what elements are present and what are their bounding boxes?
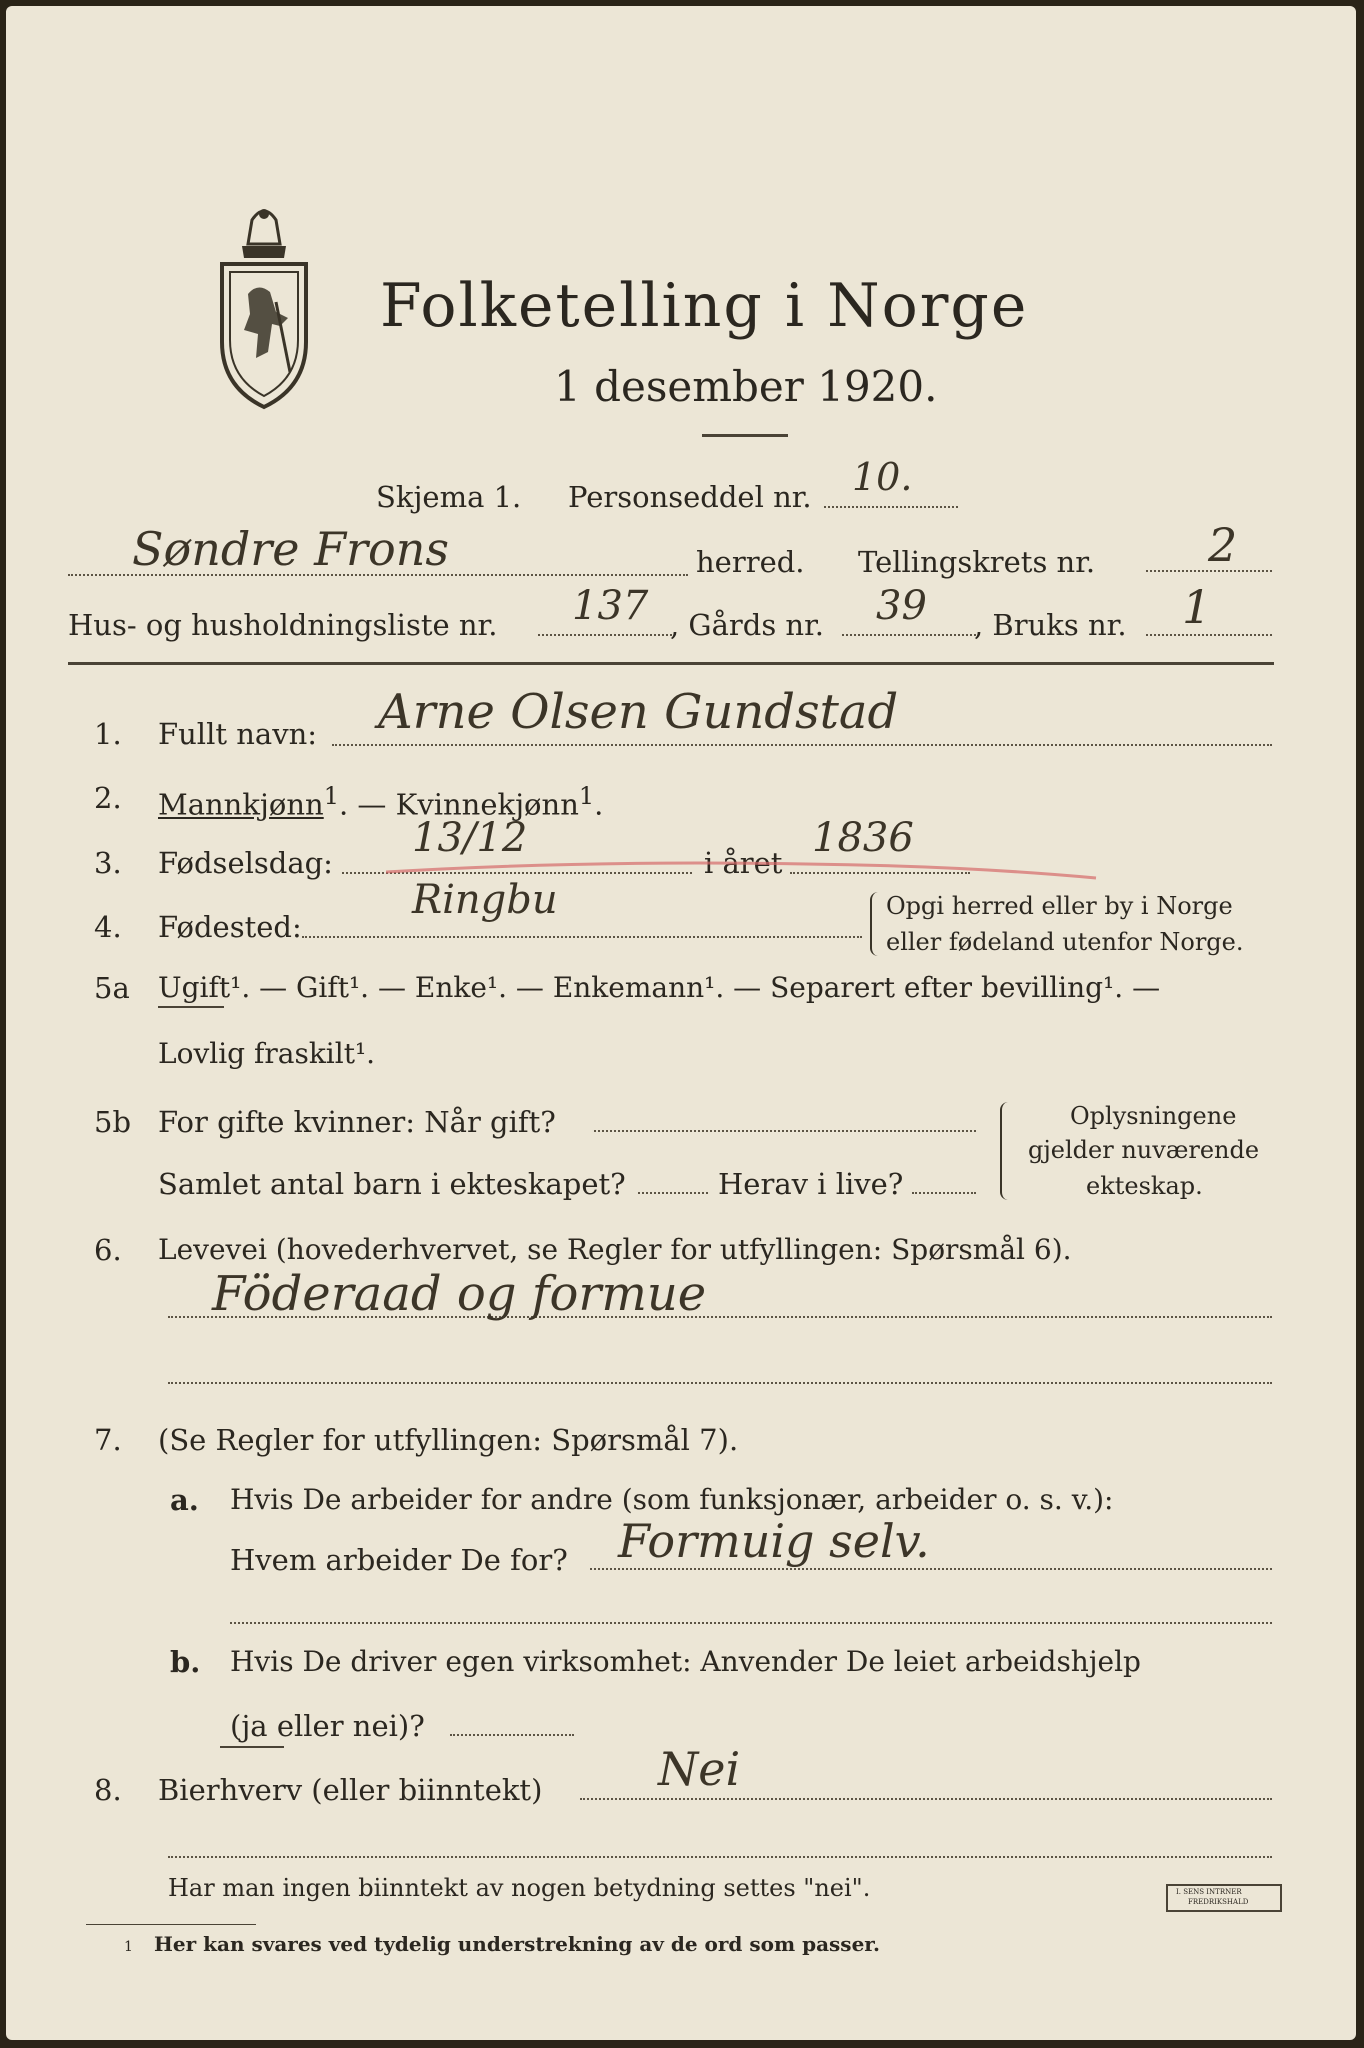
printer-stamp-line2: FREDRIKSHALD (1188, 1898, 1249, 1906)
q5a-ugift-underline (158, 1006, 224, 1008)
q6-label: Levevei (hovederhvervet, se Regler for utfyllingen: Spørsmål 6). (158, 1233, 1072, 1266)
q4-note-bracket (870, 892, 882, 956)
q5b-gift-line (594, 1130, 976, 1132)
q8-extra-line (168, 1856, 1272, 1858)
form-title: Folketelling i Norge (380, 271, 1029, 341)
tellingskrets-label: Tellingskrets nr. (858, 545, 1096, 579)
form-date: 1 desember 1920. (554, 362, 938, 411)
q1-value[interactable]: Arne Olsen Gundstad (378, 684, 899, 740)
bruks-label: , Bruks nr. (974, 608, 1127, 642)
q2-end: . (594, 787, 604, 822)
q7-label: (Se Regler for utfyllingen: Spørsmål 7). (158, 1423, 739, 1457)
q2-number: 2. (94, 781, 122, 815)
schema-label: Skjema 1. (376, 480, 522, 514)
hus-value[interactable]: 137 (572, 583, 649, 629)
q2-male-sup: 1 (323, 782, 339, 810)
q5b-line1: For gifte kvinner: Når gift? (158, 1105, 556, 1139)
footnote-divider (86, 1924, 256, 1925)
q1-line (332, 744, 1272, 746)
q6-value[interactable]: Föderaad og formue (212, 1266, 707, 1322)
personseddel-line (824, 506, 958, 508)
personseddel-label: Personseddel nr. (568, 480, 812, 514)
q5a-fraskilt[interactable]: Lovlig fraskilt¹. (158, 1037, 376, 1070)
q3-year-label: i året (704, 846, 783, 880)
q7b-line (450, 1734, 574, 1736)
q8-line (580, 1798, 1272, 1800)
q7a-value[interactable]: Formuig selv. (618, 1514, 930, 1568)
q2-separator: . — (339, 787, 396, 822)
gards-value[interactable]: 39 (876, 583, 927, 629)
q2-female-option[interactable]: Kvinnekjønn (395, 787, 579, 822)
q8-number: 8. (94, 1773, 122, 1807)
q7-number: 7. (94, 1423, 122, 1457)
gards-label: , Gårds nr. (670, 608, 824, 642)
q5b-alive-label: Herav i live? (718, 1167, 904, 1201)
q5a-number: 5a (94, 971, 130, 1005)
bruks-line (1146, 634, 1272, 636)
q3-label: Fødselsdag: (158, 846, 333, 880)
q5b-children-line (638, 1192, 708, 1194)
q1-label: Fullt navn: (158, 717, 318, 751)
q8-label: Bierhverv (eller biinntekt) (158, 1773, 543, 1807)
q7a-letter: a. (170, 1483, 199, 1517)
q5b-alive-line (912, 1192, 976, 1194)
q6-line2 (168, 1382, 1272, 1384)
q7b-line2[interactable]: (ja eller nei)? (230, 1709, 425, 1743)
q3-number: 3. (94, 846, 122, 880)
q8-value[interactable]: Nei (658, 1742, 741, 1796)
header-divider (68, 662, 1274, 665)
q7b-ja-underline (220, 1746, 284, 1748)
printer-stamp (1166, 1884, 1282, 1912)
q5b-note-bracket (1000, 1102, 1012, 1200)
title-divider (702, 434, 788, 437)
q5b-note-line1: Oplysningene (1070, 1102, 1237, 1130)
hus-line (538, 634, 672, 636)
q7a-line2: Hvem arbeider De for? (230, 1543, 568, 1577)
q4-value[interactable]: Ringbu (412, 877, 558, 923)
q4-label: Fødested: (158, 910, 302, 944)
q2-options (158, 784, 603, 820)
q4-line (302, 936, 862, 938)
q5b-note-line3: ekteskap. (1086, 1172, 1203, 1200)
q5b-number: 5b (94, 1105, 132, 1139)
q6-number: 6. (94, 1233, 122, 1267)
census-form-page (6, 6, 1356, 2040)
norwegian-coat-of-arms-icon (214, 202, 314, 412)
footnote-number: 1 (124, 1939, 133, 1955)
q4-note-line1: Opgi herred eller by i Norge (886, 892, 1233, 920)
footer-note: Har man ingen biinntekt av nogen betydning settes "nei". (168, 1874, 871, 1902)
q4-note-line2: eller fødeland utenfor Norge. (886, 928, 1244, 956)
q1-number: 1. (94, 717, 122, 751)
q3-day-value[interactable]: 13/12 (412, 815, 528, 861)
gards-line (842, 634, 976, 636)
q3-year-value[interactable]: 1836 (812, 815, 914, 861)
q7b-letter: b. (170, 1645, 201, 1679)
q7b-line1: Hvis De driver egen virksomhet: Anvender De leiet arbeidshjelp (230, 1645, 1141, 1678)
q7a-line (590, 1568, 1272, 1570)
q2-male-option[interactable]: Mannkjønn (158, 787, 324, 822)
bruks-value[interactable]: 1 (1182, 580, 1212, 634)
q7a-extra-line (230, 1622, 1272, 1624)
footnote-text: Her kan svares ved tydelig understrekning av de ord som passer. (154, 1932, 880, 1956)
printer-stamp-line1: I. SENS INTRNER (1176, 1888, 1242, 1896)
personseddel-value[interactable]: 10. (852, 455, 913, 499)
q5b-note-line2: gjelder nuværende (1028, 1136, 1260, 1164)
q5a-options[interactable]: Ugift¹. — Gift¹. — Enke¹. — Enkemann¹. — Separert efter bevilling¹. — (158, 971, 1161, 1004)
q7a-line1: Hvis De arbeider for andre (som funksjonær, arbeider o. s. v.): (230, 1483, 1114, 1516)
q4-number: 4. (94, 910, 122, 944)
tellingskrets-value[interactable]: 2 (1208, 518, 1238, 572)
q5b-children-label: Samlet antal barn i ekteskapet? (158, 1167, 626, 1201)
q2-female-sup: 1 (578, 782, 595, 810)
hus-label: Hus- og husholdningsliste nr. (68, 608, 498, 642)
herred-value[interactable]: Søndre Frons (132, 522, 449, 576)
herred-label: herred. (696, 545, 805, 579)
